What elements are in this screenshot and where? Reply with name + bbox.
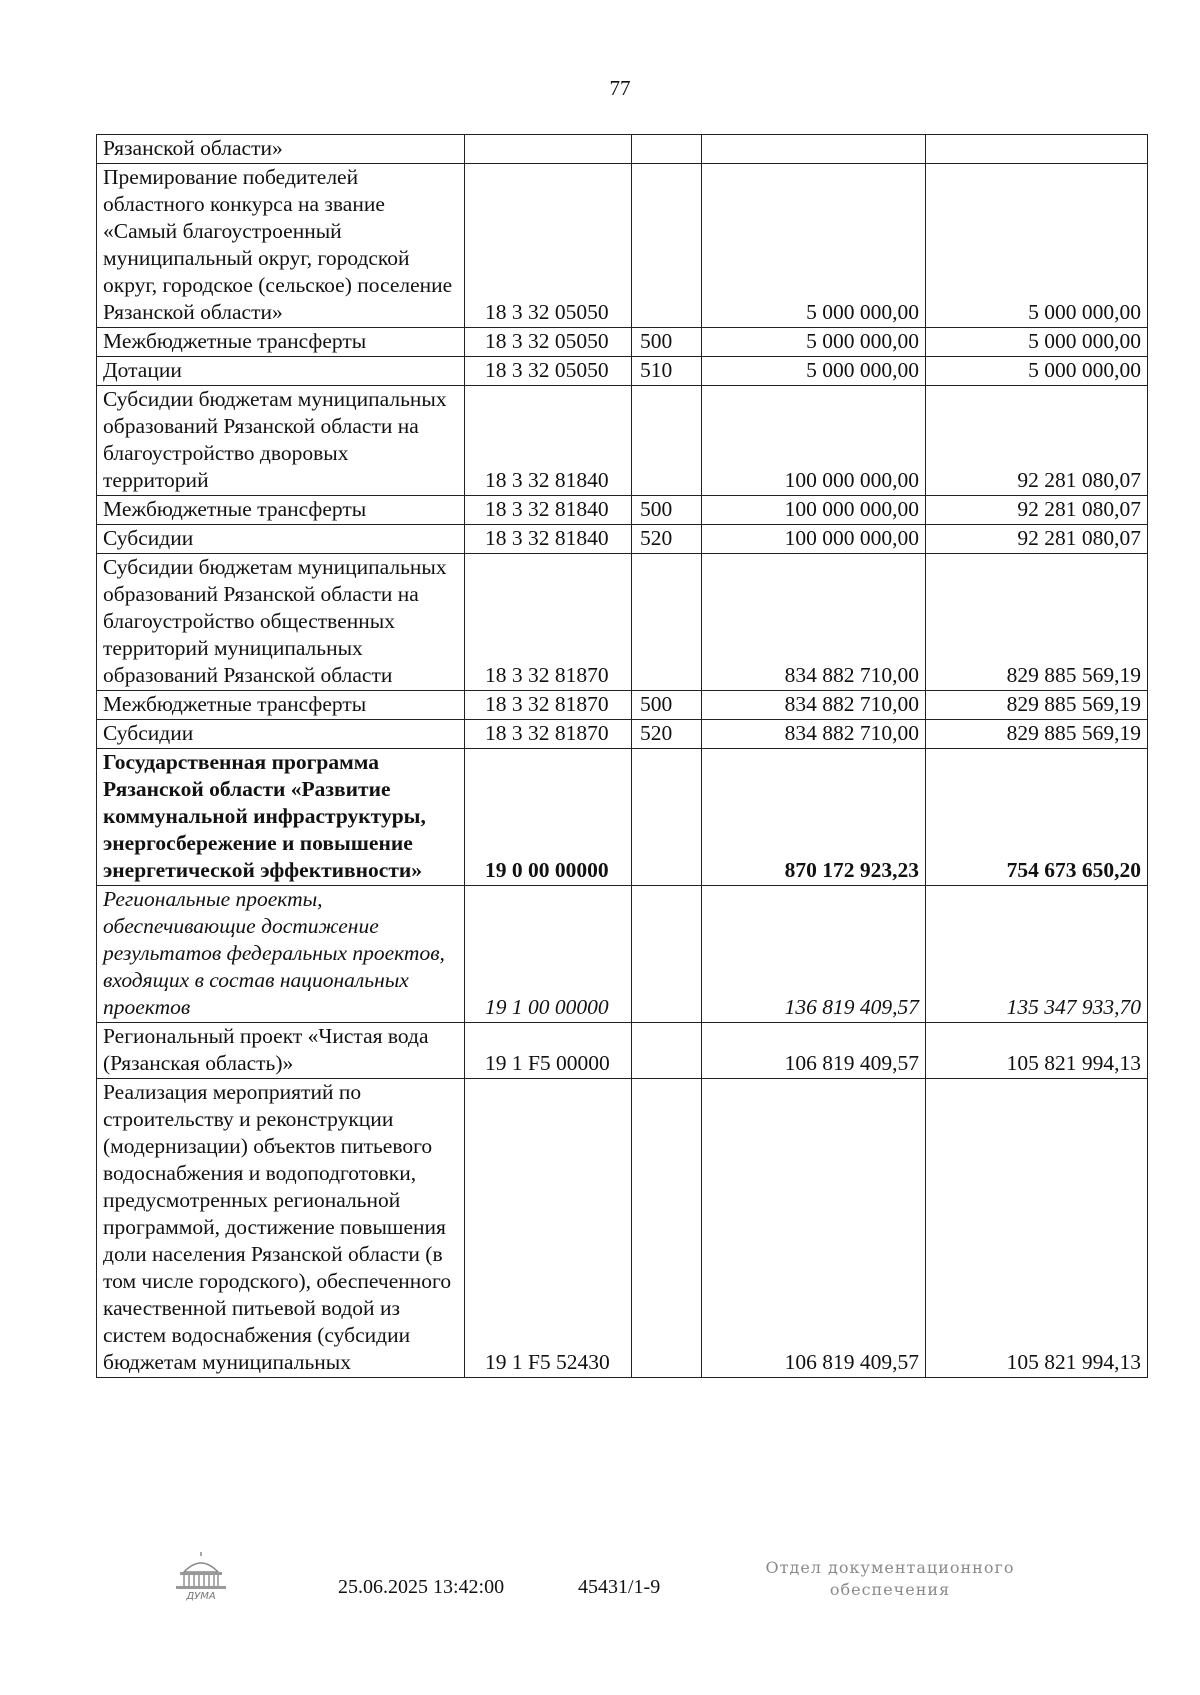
row-sum1-cell: 834 882 710,00	[701, 554, 925, 691]
row-name-cell: Субсидии	[97, 720, 465, 749]
row-sum1-cell: 100 000 000,00	[701, 386, 925, 496]
row-name-cell: Премирование победителей областного конкурса на звание «Самый благоустроенный муниципальный округ, городской округ, городское (сельское) поселение Рязанской области»	[97, 164, 465, 328]
row-expense-type-cell	[632, 886, 702, 1023]
row-sum2-cell: 5 000 000,00	[925, 357, 1147, 386]
row-sum1-cell: 5 000 000,00	[701, 164, 925, 328]
duma-building-icon	[172, 1552, 230, 1602]
row-code-cell: 18 3 32 81870	[464, 554, 631, 691]
row-sum2-cell: 92 281 080,07	[925, 496, 1147, 525]
stamp-line-1: Отдел документационного	[765, 1558, 1015, 1577]
row-expense-type-cell	[632, 135, 702, 164]
row-name-cell: Региональные проекты, обеспечивающие достижение результатов федеральных проектов, входящих в состав национальных проектов	[97, 886, 465, 1023]
row-sum2-cell: 92 281 080,07	[925, 386, 1147, 496]
row-code-cell: 18 3 32 05050	[464, 328, 631, 357]
table-row	[97, 554, 1148, 691]
row-expense-type-cell: 500	[632, 496, 702, 525]
row-code-cell: 19 1 F5 00000	[464, 1023, 631, 1079]
row-sum2-cell: 135 347 933,70	[925, 886, 1147, 1023]
row-expense-type-cell: 520	[632, 720, 702, 749]
row-sum2-cell: 5 000 000,00	[925, 328, 1147, 357]
row-code-cell: 19 1 00 00000	[464, 886, 631, 1023]
row-expense-type-cell: 510	[632, 357, 702, 386]
row-expense-type-cell	[632, 554, 702, 691]
stamp-line-2: обеспечения	[829, 1580, 951, 1599]
row-name-cell: Рязанской области»	[97, 135, 465, 164]
table-row	[97, 691, 1148, 720]
table-row	[97, 496, 1148, 525]
row-name-cell: Межбюджетные трансферты	[97, 496, 465, 525]
table-row	[97, 386, 1148, 496]
row-sum1-cell: 834 882 710,00	[701, 720, 925, 749]
budget-table	[96, 134, 1148, 1378]
row-sum1-cell: 106 819 409,57	[701, 1079, 925, 1378]
row-expense-type-cell: 500	[632, 328, 702, 357]
row-name-cell: Субсидии бюджетам муниципальных образований Рязанской области на благоустройство общественных территорий муниципальных образований Рязанской области	[97, 554, 465, 691]
row-code-cell: 18 3 32 05050	[464, 164, 631, 328]
footer-datetime: 25.06.2025 13:42:00	[338, 1576, 505, 1598]
row-code-cell: 18 3 32 81840	[464, 386, 631, 496]
row-expense-type-cell	[632, 164, 702, 328]
row-sum2-cell: 105 821 994,13	[925, 1079, 1147, 1378]
row-code-cell: 19 1 F5 52430	[464, 1079, 631, 1378]
row-sum1-cell	[701, 135, 925, 164]
row-sum2-cell: 829 885 569,19	[925, 691, 1147, 720]
row-code-cell: 18 3 32 05050	[464, 357, 631, 386]
table-row	[97, 135, 1148, 164]
row-code-cell: 19 0 00 00000	[464, 749, 631, 886]
row-code-cell: 18 3 32 81870	[464, 720, 631, 749]
table-row	[97, 328, 1148, 357]
row-name-cell: Межбюджетные трансферты	[97, 328, 465, 357]
table-row	[97, 1079, 1148, 1378]
department-stamp	[740, 1557, 1040, 1601]
row-code-cell: 18 3 32 81870	[464, 691, 631, 720]
row-sum2-cell: 829 885 569,19	[925, 554, 1147, 691]
table-row	[97, 1023, 1148, 1079]
row-sum2-cell: 105 821 994,13	[925, 1023, 1147, 1079]
row-sum2-cell	[925, 135, 1147, 164]
row-expense-type-cell	[632, 386, 702, 496]
row-name-cell: Субсидии	[97, 525, 465, 554]
table-row	[97, 357, 1148, 386]
table-row	[97, 886, 1148, 1023]
row-sum2-cell: 829 885 569,19	[925, 720, 1147, 749]
row-sum2-cell: 92 281 080,07	[925, 525, 1147, 554]
table-row	[97, 164, 1148, 328]
row-sum1-cell: 106 819 409,57	[701, 1023, 925, 1079]
row-expense-type-cell	[632, 749, 702, 886]
row-sum1-cell: 136 819 409,57	[701, 886, 925, 1023]
row-name-cell: Субсидии бюджетам муниципальных образований Рязанской области на благоустройство дворовых территорий	[97, 386, 465, 496]
row-code-cell: 18 3 32 81840	[464, 496, 631, 525]
row-sum1-cell: 100 000 000,00	[701, 525, 925, 554]
row-name-cell: Государственная программа Рязанской области «Развитие коммунальной инфраструктуры, энергосбережение и повышение энергетической эффективности»	[97, 749, 465, 886]
row-expense-type-cell: 520	[632, 525, 702, 554]
table-row	[97, 525, 1148, 554]
row-code-cell: 18 3 32 81840	[464, 525, 631, 554]
row-expense-type-cell: 500	[632, 691, 702, 720]
row-sum1-cell: 870 172 923,23	[701, 749, 925, 886]
row-name-cell: Дотации	[97, 357, 465, 386]
row-sum1-cell: 5 000 000,00	[701, 328, 925, 357]
row-name-cell: Реализация мероприятий по строительству и реконструкции (модернизации) объектов питьевого водоснабжения и водоподготовки, предусмотренных региональной программой, достижение повышения доли населения Рязанской области (в том числе городского), обеспеченного качественной питьевой водой из систем водоснабжения (субсидии бюджетам муниципальных	[97, 1079, 465, 1378]
row-sum1-cell: 100 000 000,00	[701, 496, 925, 525]
row-name-cell: Региональный проект «Чистая вода (Рязанская область)»	[97, 1023, 465, 1079]
page-number: 77	[609, 76, 631, 100]
duma-logo-text: ДУМА	[186, 1591, 216, 1602]
row-expense-type-cell	[632, 1023, 702, 1079]
row-sum1-cell: 834 882 710,00	[701, 691, 925, 720]
footer-doc-number: 45431/1-9	[578, 1576, 661, 1598]
row-expense-type-cell	[632, 1079, 702, 1378]
table-row	[97, 749, 1148, 886]
row-sum2-cell: 754 673 650,20	[925, 749, 1147, 886]
row-sum2-cell: 5 000 000,00	[925, 164, 1147, 328]
table-row	[97, 720, 1148, 749]
budget-table-body	[97, 135, 1148, 1378]
row-code-cell	[464, 135, 631, 164]
row-name-cell: Межбюджетные трансферты	[97, 691, 465, 720]
row-sum1-cell: 5 000 000,00	[701, 357, 925, 386]
